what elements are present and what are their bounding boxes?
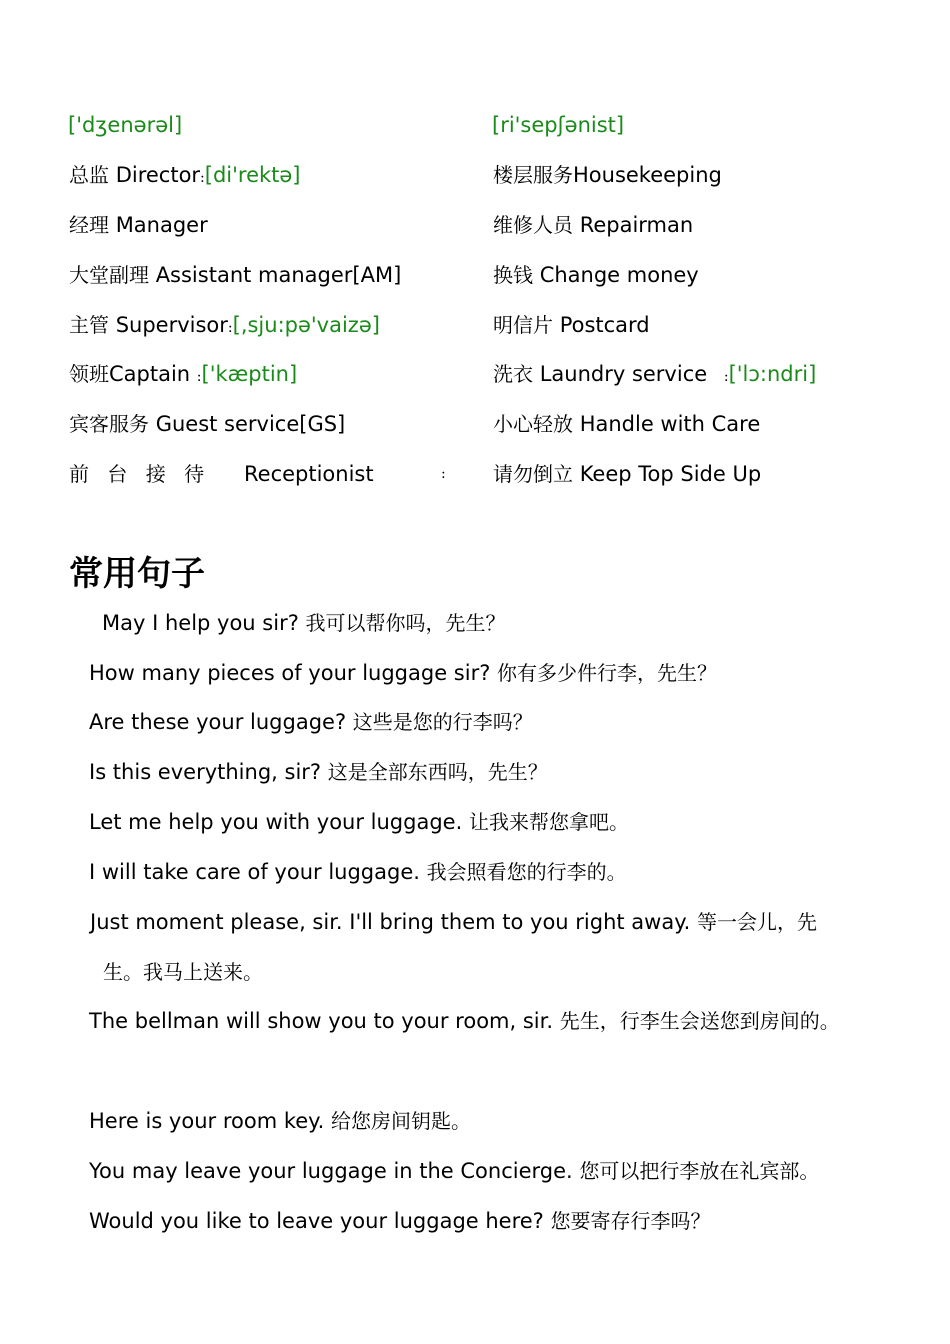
- term-english: Change money: [539, 263, 699, 287]
- sentence-english: You may leave your luggage in the Concierge.: [89, 1159, 573, 1183]
- term-chinese: 请勿倒立: [493, 462, 573, 486]
- sentence-row: [89, 808, 629, 836]
- term-chinese: 大堂副理: [69, 263, 149, 287]
- sentence-row: [102, 609, 506, 637]
- sentence-row: [89, 1157, 819, 1185]
- sentence-row: [89, 858, 627, 886]
- sentence-english: Let me help you with your luggage.: [89, 810, 463, 834]
- vocab-left-row-7: [69, 460, 449, 488]
- sentence-chinese: 你有多少件行李，先生？: [497, 661, 718, 685]
- term-english: Manager: [115, 213, 208, 237]
- term-english: Director: [115, 163, 201, 187]
- sentence-english: May I help you sir?: [102, 611, 299, 635]
- sentence-chinese: 等一会儿，先: [697, 910, 818, 934]
- term-english: Housekeeping: [573, 163, 722, 187]
- vocab-right-row-3: [493, 261, 699, 289]
- term-english: Assistant manager[AM]: [155, 263, 402, 287]
- sentence-chinese: 我可以帮你吗，先生？: [305, 611, 506, 635]
- sentence-row: [89, 1207, 711, 1235]
- sentence-chinese: 我会照看您的行李的。: [426, 860, 627, 884]
- sentence-chinese: 先生，行李生会送您到房间的。: [559, 1009, 840, 1033]
- sentence-english: Would you like to leave your luggage here?: [89, 1209, 544, 1233]
- vocab-right-row-7: [493, 460, 761, 488]
- vocab-left-row-0: [68, 111, 182, 139]
- term-chinese: 宾客服务: [69, 412, 149, 436]
- term-english: Guest service[GS]: [155, 412, 346, 436]
- separator: :: [196, 369, 202, 385]
- vocab-left-row-1: [69, 161, 301, 192]
- separator: :: [441, 466, 446, 482]
- sentence-row: [89, 1007, 840, 1035]
- term-chinese: 明信片: [493, 313, 553, 337]
- term-chinese: 换钱: [493, 263, 533, 287]
- vocab-right-row-6: [493, 410, 760, 438]
- term-english: Handle with Care: [579, 412, 761, 436]
- sentence-row: [90, 908, 817, 936]
- phonetic: [,sju:pə'vaizə]: [232, 313, 380, 337]
- separator: :: [227, 320, 233, 336]
- sentence-row: [89, 659, 717, 687]
- term-chinese: 前 台 接 待: [69, 462, 211, 486]
- vocab-left-row-2: [69, 211, 208, 239]
- vocab-left-row-5: [69, 360, 297, 391]
- sentence-chinese: 给您房间钥匙。: [330, 1109, 471, 1133]
- term-english: Laundry service: [539, 362, 708, 386]
- sentence-english: Is this everything, sir?: [89, 760, 322, 784]
- sentence-english: Are these your luggage?: [89, 710, 347, 734]
- term-english: Repairman: [579, 213, 694, 237]
- phonetic: ['lɔ:ndri]: [728, 362, 817, 386]
- sentence-row: [89, 1107, 471, 1135]
- term-chinese: 经理: [69, 213, 109, 237]
- term-chinese: 洗衣: [493, 362, 533, 386]
- sentence-row: [89, 708, 533, 736]
- separator: :: [200, 170, 205, 186]
- vocab-right-row-4: [493, 311, 650, 339]
- sentence-chinese: 生。我马上送来。: [103, 960, 263, 984]
- vocab-left-row-3: [69, 261, 401, 289]
- term-chinese: 领班: [69, 362, 109, 386]
- term-english: Supervisor: [115, 313, 228, 337]
- phonetic: ['dʒenərəl]: [68, 113, 183, 137]
- sentence-row-continuation: [103, 958, 263, 986]
- sentence-chinese: 您可以把行李放在礼宾部。: [579, 1159, 820, 1183]
- term-chinese: 维修人员: [493, 213, 573, 237]
- term-english: Postcard: [559, 313, 650, 337]
- sentence-chinese: 您要寄存行李吗？: [550, 1209, 711, 1233]
- term-chinese: 主管: [69, 313, 109, 337]
- term-english: Captain: [109, 362, 191, 386]
- vocab-left-row-6: [69, 410, 345, 438]
- phonetic: ['kæptin]: [201, 362, 298, 386]
- sentence-english: How many pieces of your luggage sir?: [89, 661, 491, 685]
- phonetic: [di'rektə]: [204, 163, 301, 187]
- vocab-right-row-1: [493, 161, 722, 189]
- term-chinese: 总监: [69, 163, 109, 187]
- term-chinese: 楼层服务: [493, 163, 573, 187]
- sentence-english: I will take care of your luggage.: [89, 860, 420, 884]
- vocab-right-row-2: [493, 211, 693, 239]
- vocab-right-row-5: [493, 360, 816, 391]
- sentence-row: [89, 758, 548, 786]
- sentence-english: The bellman will show you to your room, sir.: [89, 1009, 554, 1033]
- sentence-english: Just moment please, sir. I'll bring them to you right away.: [90, 910, 691, 934]
- term-english: Keep Top Side Up: [579, 462, 762, 486]
- sentence-english: Here is your room key.: [89, 1109, 325, 1133]
- separator: :: [723, 369, 729, 385]
- sentence-chinese: 这是全部东西吗，先生？: [327, 760, 548, 784]
- term-english: Receptionist: [244, 462, 374, 486]
- vocab-left-row-4: [69, 311, 380, 342]
- sentence-chinese: 让我来帮您拿吧。: [468, 810, 629, 834]
- section-heading: 常用句子: [69, 554, 205, 594]
- term-chinese: 小心轻放: [493, 412, 573, 436]
- vocab-right-row-0: [492, 111, 624, 139]
- phonetic: [ri'sepʃənist]: [492, 113, 625, 137]
- sentence-chinese: 这些是您的行李吗？: [352, 710, 533, 734]
